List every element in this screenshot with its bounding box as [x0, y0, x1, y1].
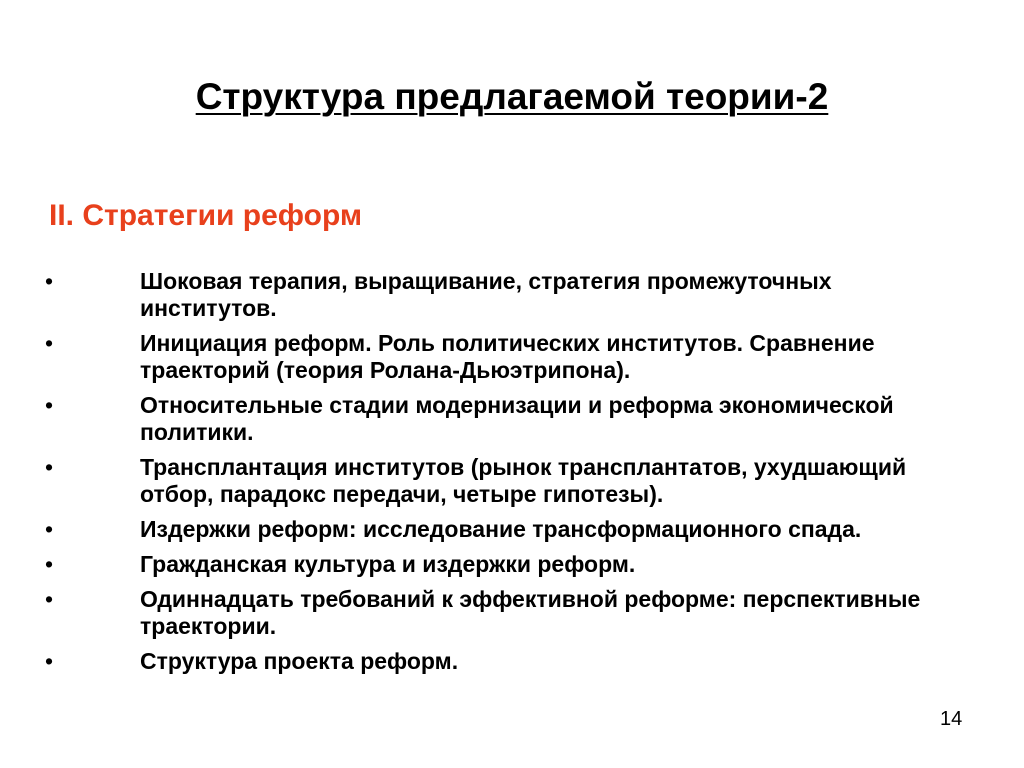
bullet-text: Относительные стадии модернизации и реформа экономической политики.	[140, 392, 894, 445]
bullet-list	[42, 268, 962, 683]
bullet-text: Одиннадцать требований к эффективной реформе: перспективные траектории.	[140, 586, 921, 639]
bullet-item	[42, 516, 962, 543]
bullet-icon: •	[45, 586, 54, 612]
page-number: 14	[940, 708, 963, 730]
bullet-text: Гражданская культура и издержки реформ.	[140, 551, 636, 577]
bullet-item	[42, 648, 962, 675]
slide-title	[0, 74, 1024, 120]
bullet-icon: •	[45, 648, 54, 674]
slide-title-text: Структура предлагаемой теории-2	[195, 76, 829, 117]
bullet-icon: •	[45, 330, 54, 356]
bullet-item	[42, 392, 962, 446]
bullet-icon: •	[45, 516, 54, 542]
bullet-text: Издержки реформ: исследование трансформационного спада.	[140, 516, 862, 542]
bullet-text: Структура проекта реформ.	[140, 648, 459, 674]
bullet-icon: •	[45, 551, 54, 577]
bullet-icon: •	[45, 454, 54, 480]
bullet-text: Шоковая терапия, выращивание, стратегия промежуточных институтов.	[140, 268, 832, 321]
bullet-icon: •	[45, 268, 54, 294]
bullet-item	[42, 268, 962, 322]
bullet-text: Трансплантация институтов (рынок трансплантатов, ухудшающий отбор, парадокс передачи, четыре гипотезы).	[140, 454, 907, 507]
bullet-item	[42, 454, 962, 508]
bullet-item	[42, 551, 962, 578]
bullet-item	[42, 586, 962, 640]
bullet-item	[42, 330, 962, 384]
bullet-icon: •	[45, 392, 54, 418]
bullet-text: Инициация реформ. Роль политических институтов. Сравнение траекторий (теория Ролана-Дьюэтрипона).	[140, 330, 875, 383]
section-heading: II. Стратегии реформ	[49, 199, 363, 232]
